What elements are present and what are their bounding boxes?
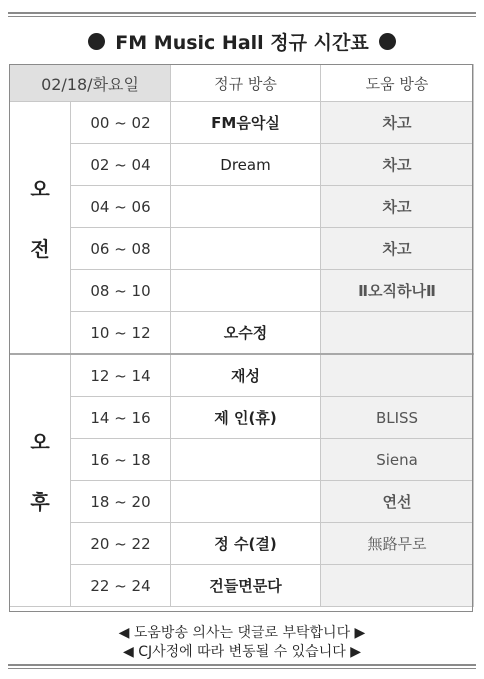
table-row: [10, 523, 474, 565]
regular-cell: FM음악실: [171, 102, 321, 144]
time-cell: 16 ~ 18: [71, 439, 171, 481]
table-row: [10, 270, 474, 312]
time-cell: 12 ~ 14: [71, 354, 171, 397]
help-cell: 연선: [321, 481, 474, 523]
table-row: [10, 144, 474, 186]
regular-cell: 재성: [171, 354, 321, 397]
date-header: 02/18/화요일: [10, 65, 171, 102]
table-row: [10, 186, 474, 228]
time-cell: 14 ~ 16: [71, 397, 171, 439]
bullet-dot-icon: [88, 33, 105, 50]
note-request: ◀ 도움방송 의사는 댓글로 부탁합니다 ▶: [118, 625, 366, 641]
bullet-dot-icon: [379, 33, 396, 50]
regular-cell: 정 수(결): [171, 523, 321, 565]
schedule-title: [0, 26, 484, 56]
help-cell: 차고: [321, 144, 474, 186]
pm-label: [10, 354, 71, 607]
help-cell: [321, 312, 474, 355]
pm-label-text: 오 후: [30, 429, 50, 514]
time-cell: 02 ~ 04: [71, 144, 171, 186]
header-row: [10, 65, 474, 102]
help-cell: 차고: [321, 102, 474, 144]
help-cell: [321, 354, 474, 397]
help-cell: 無路무로: [321, 523, 474, 565]
help-cell: 차고: [321, 186, 474, 228]
time-cell: 04 ~ 06: [71, 186, 171, 228]
table-row: [10, 312, 474, 355]
help-header: 도움 방송: [321, 65, 474, 102]
table-row: [10, 439, 474, 481]
regular-cell: [171, 270, 321, 312]
time-cell: 18 ~ 20: [71, 481, 171, 523]
table-row: [10, 102, 474, 144]
regular-cell: [171, 228, 321, 270]
time-cell: 08 ~ 10: [71, 270, 171, 312]
help-cell: Siena: [321, 439, 474, 481]
top-rule: [8, 12, 476, 14]
time-cell: 22 ~ 24: [71, 565, 171, 607]
title-text: FM Music Hall 정규 시간표: [115, 31, 369, 54]
help-cell: BLISS: [321, 397, 474, 439]
table-row: [10, 481, 474, 523]
regular-cell: [171, 186, 321, 228]
time-cell: 06 ~ 08: [71, 228, 171, 270]
table-row: [10, 228, 474, 270]
regular-cell: [171, 481, 321, 523]
table-row: [10, 354, 474, 397]
help-cell: [321, 565, 474, 607]
regular-cell: [171, 439, 321, 481]
note-change: ◀ CJ사정에 따라 변동될 수 있습니다 ▶: [123, 644, 361, 660]
table-row: [10, 397, 474, 439]
regular-cell: Dream: [171, 144, 321, 186]
regular-cell: 오수정: [171, 312, 321, 355]
regular-header: 정규 방송: [171, 65, 321, 102]
regular-cell: 건들면문다: [171, 565, 321, 607]
help-cell: Ⅱ오직하나Ⅱ: [321, 270, 474, 312]
help-cell: 차고: [321, 228, 474, 270]
table-row: [10, 565, 474, 607]
schedule-table: [9, 64, 474, 607]
time-cell: 10 ~ 12: [71, 312, 171, 355]
time-cell: 20 ~ 22: [71, 523, 171, 565]
time-cell: 00 ~ 02: [71, 102, 171, 144]
am-label: [10, 102, 71, 355]
regular-cell: 제 인(휴): [171, 397, 321, 439]
am-label-text: 오 전: [30, 176, 50, 261]
bottom-rule: [8, 664, 476, 666]
